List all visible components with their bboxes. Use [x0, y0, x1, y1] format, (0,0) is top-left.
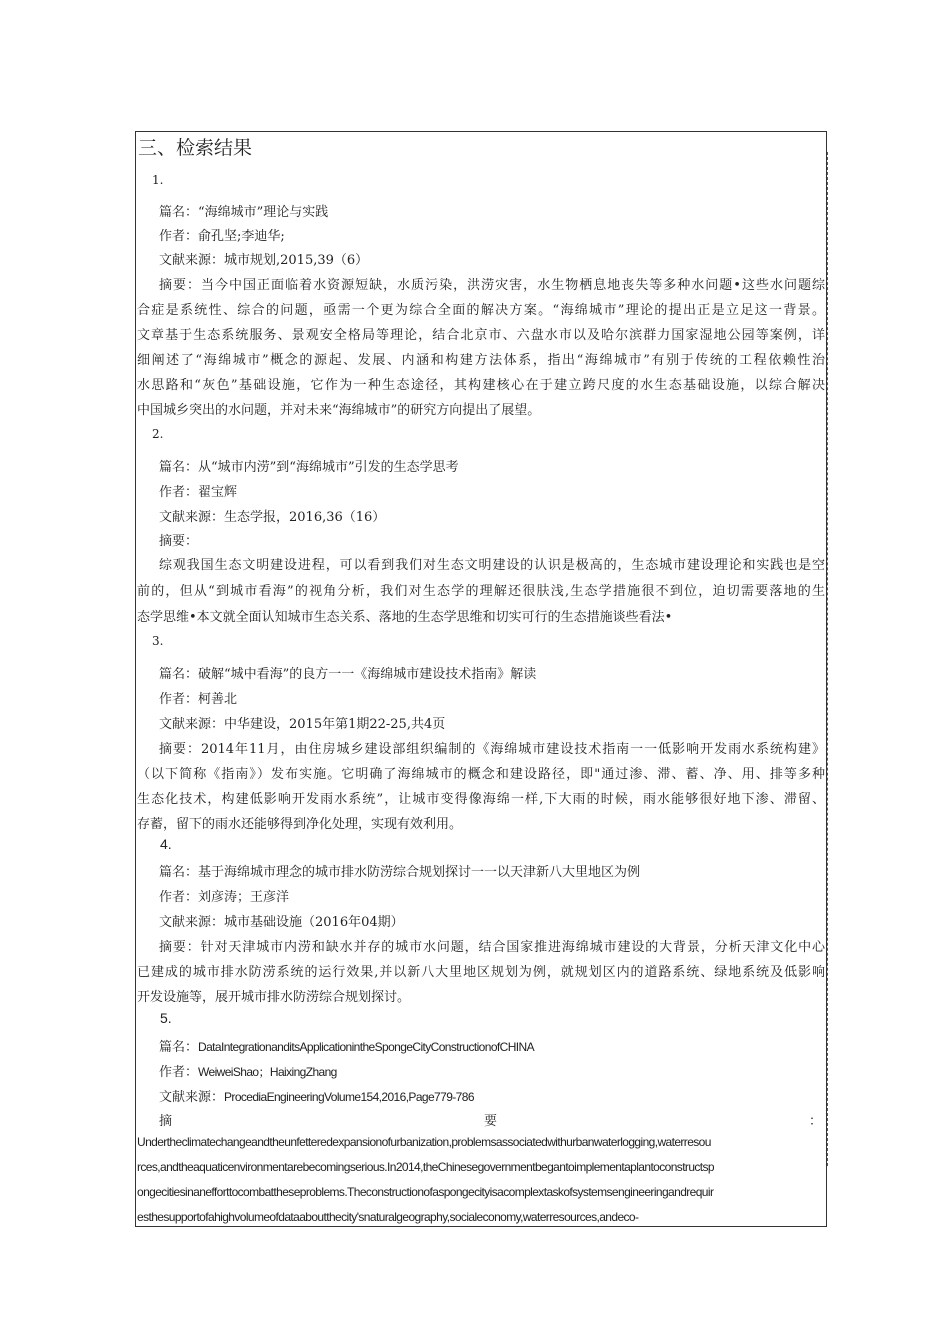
entry-author: 作者：刘彦涛；王彦洋 — [159, 890, 290, 905]
abstract-label-char: 摘 — [159, 1114, 173, 1129]
abstract-label: 摘要： — [159, 534, 199, 549]
abstract-label-char: ： — [808, 1114, 822, 1129]
entry-title: 篇名：基于海绵城市理念的城市排水防涝综合规划探讨一一以天津新八大里地区为例 — [159, 865, 641, 880]
abstract-line: 生态化技术，构建低影响开发雨水系统”，让城市变得像海绵一样,下大雨的时候，雨水能够很好地下渗、滞留、 — [137, 792, 825, 807]
abstract-line: 前的，但从“到城市看海”的视角分析，我们对生态学的理解还很肤浅,生态学措施很不到位，迫切需要落地的生 — [137, 584, 825, 599]
entry-source: 文献来源：生态学报，2016,36（16） — [159, 510, 386, 525]
abstract-line: 文章基于生态系统服务、景观安全格局等理论，结合北京市、六盘水市以及哈尔滨群力国家湿地公园等案例，详 — [137, 328, 825, 343]
abstract-line: 细阐述了“海绵城市”概念的源起、发展、内涵和构建方法体系，指出“海绵城市”有别于传统的工程依赖性治 — [137, 353, 825, 368]
entry-source — [159, 1086, 826, 1105]
entry-author: 作者：翟宝辉 — [159, 485, 238, 500]
entry-source: 文献来源：城市规划,2015,39（6） — [159, 253, 369, 268]
abstract-line: （以下简称《指南》）发布实施。它明确了海绵城市的概念和建设路径，即"通过渗、滞、蓄、净、用、排等多种 — [137, 767, 825, 782]
entry-source-text: ProcediaEngineeringVolume154,2016,Page779-786 — [224, 1090, 474, 1104]
abstract-line: ongecitiesinanefforttocombattheseproblems.Theconstructionofaspongecityisacomplextaskofsystemsengineeringandrequir — [137, 1185, 714, 1199]
abstract-line: 存蓄，留下的雨水还能够得到净化处理，实现有效利用。 — [137, 817, 463, 832]
entry-author-label: 作者： — [159, 1065, 199, 1080]
entry-number: 3. — [152, 634, 164, 648]
entry-title: 篇名：“海绵城市”理论与实践 — [159, 205, 329, 220]
abstract-line: Undertheclimatechangeandtheunfetteredexpansionofurbanization,problemsassociatedwithurbanwaterlogging,waterresou — [137, 1135, 711, 1149]
abstract-line: 中国城乡突出的水问题，并对未来“海绵城市”的研究方向提出了展望。 — [137, 403, 541, 418]
entry-title: 篇名：从“城市内涝”到“海绵城市”引发的生态学思考 — [159, 460, 459, 475]
abstract-line: 综观我国生态文明建设进程，可以看到我们对生态文明建设的认识是极高的，生态城市建设理论和实践也是空 — [159, 558, 825, 573]
abstract-line: 摘要：针对天津城市内涝和缺水并存的城市水问题，结合国家推进海绵城市建设的大背景，分析天津文化中心 — [159, 940, 825, 955]
entry-title: 篇名：破解“城中看海”的良方一一《海绵城市建设技术指南》解读 — [159, 667, 537, 682]
entry-number: 1. — [152, 173, 164, 187]
entry-title-text: DataIntegrationanditsApplicationintheSpongeCityConstructionofCHINA — [198, 1040, 534, 1054]
entry-source-label: 文献来源： — [159, 1090, 225, 1105]
section-title: 三、检索结果 — [138, 137, 253, 159]
entry-author-text: WeiweiShao；HaixingZhang — [198, 1065, 337, 1079]
entry-author: 作者：柯善北 — [159, 692, 238, 707]
abstract-line: 水思路和“灰色”基础设施，它作为一种生态途径，其构建核心在于建立跨尺度的水生态基础设施，以综合解决 — [137, 378, 825, 393]
abstract-line: rces,andtheaquaticenvironmentarebecomingserious.In2014,theChinesegovernmentbegantoimplementaplantoconstructsp — [137, 1160, 715, 1174]
abstract-line: 态学思维•本文就全面认知城市生态关系、落地的生态学思维和切实可行的生态措施谈些看法• — [137, 610, 673, 625]
abstract-line: 摘要：当今中国正面临着水资源短缺，水质污染，洪涝灾害，水生物栖息地丧失等多种水问题•这些水问题综 — [159, 278, 825, 293]
abstract-line: 合症是系统性、综合的问题，亟需一个更为综合全面的解决方案。“海绵城市”理论的提出正是立足这一背景。 — [137, 303, 825, 318]
entry-number: 4. — [160, 836, 172, 852]
abstract-label — [159, 1110, 822, 1129]
entry-title-label: 篇名： — [159, 1040, 199, 1055]
entry-author: 作者：俞孔坚;李迪华; — [159, 229, 285, 244]
abstract-line: 开发设施等，展开城市排水防涝综合规划探讨。 — [137, 990, 411, 1005]
entry-source: 文献来源：中华建设，2015年第1期22-25,共4页 — [159, 717, 446, 732]
abstract-line: esthesupportofahighvolumeofdataaboutthecity'snaturalgeography,socialeconomy,waterresources,andeco- — [137, 1210, 639, 1224]
entry-source: 文献来源：城市基础设施（2016年04期） — [159, 915, 404, 930]
abstract-line: 已建成的城市排水防涝系统的运行效果,并以新八大里地区规划为例，就规划区内的道路系统、绿地系统及低影响 — [137, 965, 825, 980]
abstract-label-char: 要 — [483, 1114, 497, 1129]
entry-number: 2. — [152, 427, 164, 441]
entry-author — [159, 1061, 826, 1080]
abstract-line: 摘要：2014年11月，由住房城乡建设部组织编制的《海绵城市建设技术指南一一低影响开发雨水系统构建》 — [159, 742, 825, 757]
entry-title — [159, 1036, 826, 1055]
entry-number: 5. — [160, 1010, 172, 1026]
results-table — [135, 131, 827, 1227]
